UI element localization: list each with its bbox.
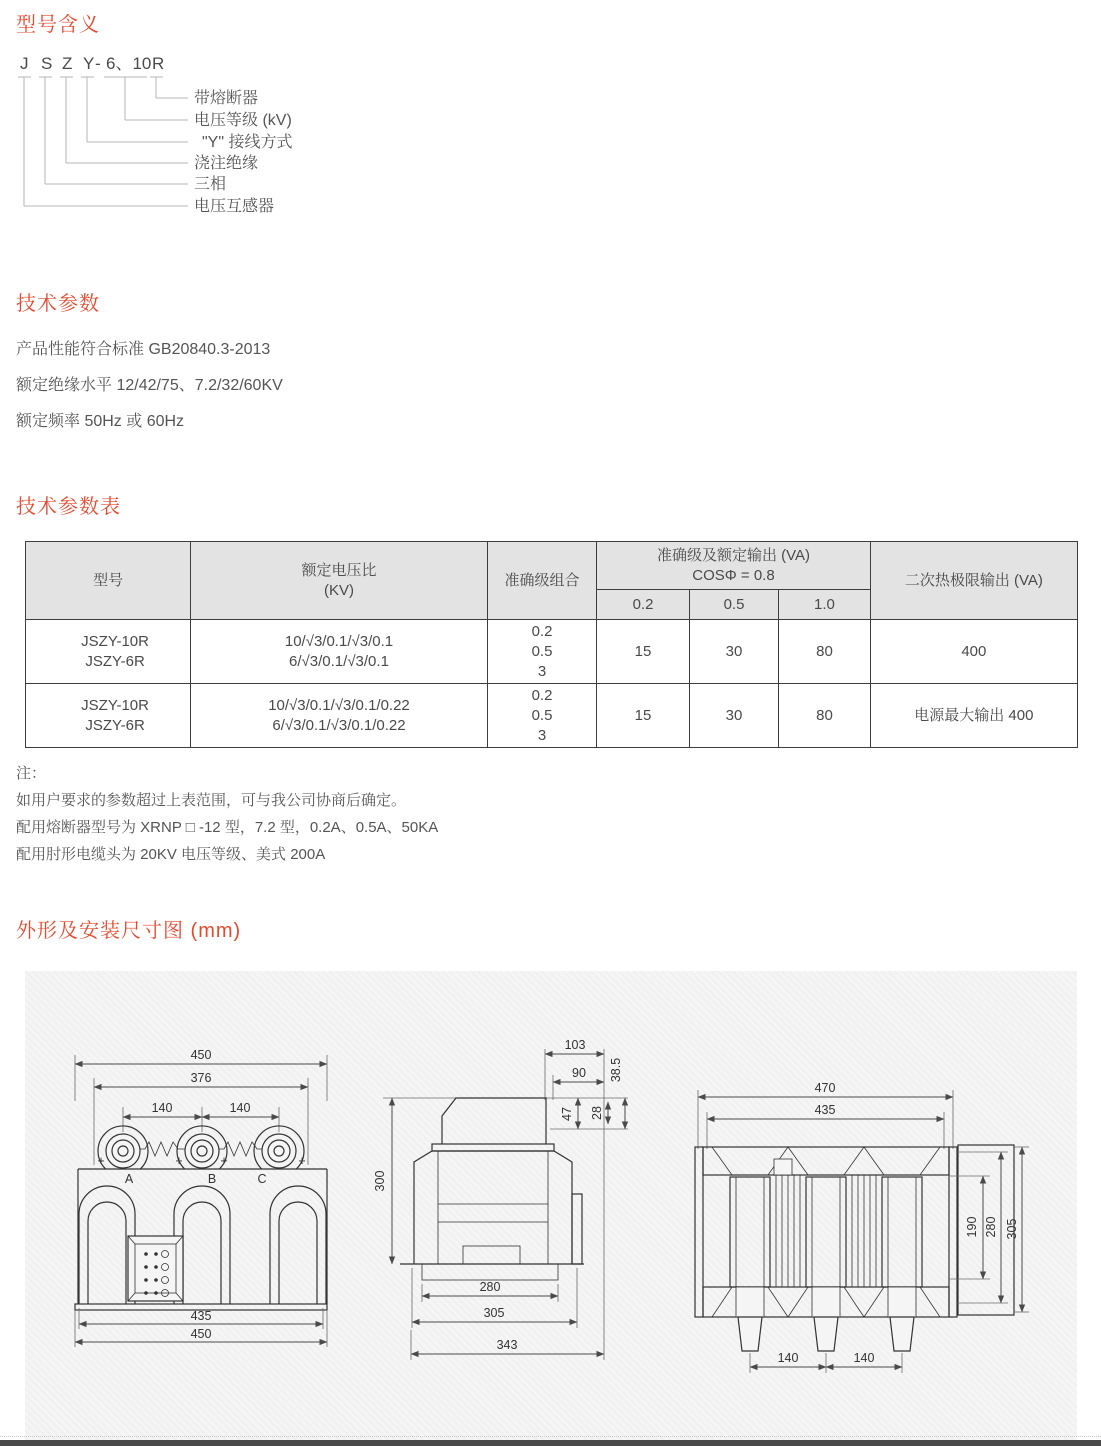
dim-label: 450 (190, 1327, 212, 1341)
dim-label: 450 (190, 1048, 212, 1062)
th-accuracy-combo: 准确级组合 (487, 542, 596, 620)
model-code-char: Y (83, 54, 95, 73)
dim-label: 300 (373, 1170, 387, 1192)
cell-out05: 30 (689, 684, 778, 748)
dim-label: 435 (190, 1309, 212, 1323)
plus-mark: + (298, 1154, 306, 1168)
dim-label: 140 (151, 1101, 173, 1115)
dim-label: 280 (479, 1280, 501, 1294)
cell-out10: 80 (779, 684, 871, 748)
dim-label: 140 (777, 1351, 799, 1365)
th-ratio: 额定电压比 (KV) (191, 542, 488, 620)
model-meaning-title: 型号含义 (16, 14, 100, 36)
table-row (26, 684, 1078, 748)
cell-combo: 0.2 0.5 3 (487, 620, 596, 684)
note-line: 配用熔断器型号为 XRNP □ -12 型，7.2 型，0.2A、0.5A、50KA (16, 819, 439, 836)
note-line: 如用户要求的参数超过上表范围，可与我公司协商后确定。 (16, 792, 407, 809)
cell-combo: 0.2 0.5 3 (487, 684, 596, 748)
front-view-drawing (50, 1039, 370, 1354)
footer-divider (0, 1436, 1101, 1437)
cell-out02: 15 (597, 684, 690, 748)
model-code-label: 带熔断器 (194, 90, 259, 107)
model-code-label: 浇注绝缘 (194, 155, 259, 172)
side-view-drawing (370, 1036, 650, 1381)
dim-label: 190 (965, 1216, 979, 1238)
dim-label: 103 (564, 1038, 586, 1052)
spec-table-title: 技术参数表 (16, 496, 121, 518)
table-row (26, 620, 1078, 684)
dim-label: 280 (984, 1216, 998, 1238)
dim-label: 435 (814, 1103, 836, 1117)
footer-bar (0, 1440, 1101, 1446)
th-cos-02: 0.2 (597, 590, 690, 620)
th-cos-05: 0.5 (689, 590, 778, 620)
th-thermal: 二次热极限输出 (VA) (870, 542, 1077, 620)
cell-out05: 30 (689, 620, 778, 684)
dim-label: 47 (560, 1107, 574, 1121)
model-code-char: J (20, 54, 29, 73)
dim-label: 470 (814, 1081, 836, 1095)
dim-label: 343 (496, 1338, 518, 1352)
cell-out10: 80 (779, 620, 871, 684)
note-line: 配用肘形电缆头为 20KV 电压等级、美式 200A (16, 846, 326, 863)
th-model: 型号 (26, 542, 191, 620)
cell-models: JSZY-10R JSZY-6R (26, 620, 191, 684)
dim-label: 38.5 (609, 1057, 623, 1083)
tech-params-section (16, 287, 1101, 440)
cell-ratios: 10/√3/0.1/√3/0.1/0.22 6/√3/0.1/√3/0.1/0.22 (191, 684, 488, 748)
dim-label: 140 (229, 1101, 251, 1115)
dim-label: 305 (1005, 1218, 1019, 1240)
cell-thermal: 电源最大输出 400 (870, 684, 1077, 748)
phase-label: A (124, 1172, 134, 1186)
drawings-panel (25, 971, 1077, 1446)
plus-mark: + (97, 1154, 105, 1168)
spec-table (25, 541, 1078, 748)
dimension-drawings-title: 外形及安装尺寸图 (mm) (16, 920, 242, 942)
cell-ratios: 10/√3/0.1/√3/0.1 6/√3/0.1/√3/0.1 (191, 620, 488, 684)
core-hatch-lines (776, 1175, 876, 1287)
dim-label: 376 (190, 1071, 212, 1085)
rear-view-drawing (650, 1059, 1050, 1391)
plus-mark: + (220, 1154, 228, 1168)
dim-label: 90 (572, 1066, 586, 1080)
model-code-char: - (95, 54, 101, 73)
dimension-drawings-section (16, 914, 1101, 1446)
spec-table-section (16, 490, 1101, 868)
dim-label: 305 (483, 1306, 505, 1320)
phase-label: C (257, 1172, 267, 1186)
model-code-char: Z (62, 54, 73, 73)
model-code-label: 电压互感器 (194, 198, 275, 215)
model-code-char: 6、10 (106, 54, 152, 73)
param-line: 额定绝缘水平 12/42/75、7.2/32/60KV (16, 377, 283, 394)
model-code-label: "Y" 接线方式 (202, 134, 293, 151)
model-code-char: S (41, 54, 53, 73)
dim-label: 28 (590, 1106, 604, 1120)
tech-params-title: 技术参数 (16, 293, 100, 315)
table-notes (16, 760, 1101, 868)
phase-label: B (207, 1172, 217, 1186)
model-meaning-section (16, 8, 1101, 223)
cell-thermal: 400 (870, 620, 1077, 684)
plus-mark: + (175, 1154, 183, 1168)
th-output-group: 准确级及额定输出 (VA) COSΦ = 0.8 (597, 542, 870, 590)
param-line: 额定频率 50Hz 或 60Hz (16, 413, 185, 430)
dim-label: 140 (853, 1351, 875, 1365)
model-code-char: R (152, 54, 165, 73)
model-code-label: 电压等级 (kV) (194, 112, 292, 129)
note-line: 注： (16, 765, 47, 782)
cell-models: JSZY-10R JSZY-6R (26, 684, 191, 748)
th-cos-10: 1.0 (779, 590, 871, 620)
model-code-diagram (16, 51, 576, 223)
cell-out02: 15 (597, 620, 690, 684)
param-line: 产品性能符合标准 GB20840.3-2013 (16, 341, 271, 358)
model-code-label: 三相 (194, 176, 227, 193)
